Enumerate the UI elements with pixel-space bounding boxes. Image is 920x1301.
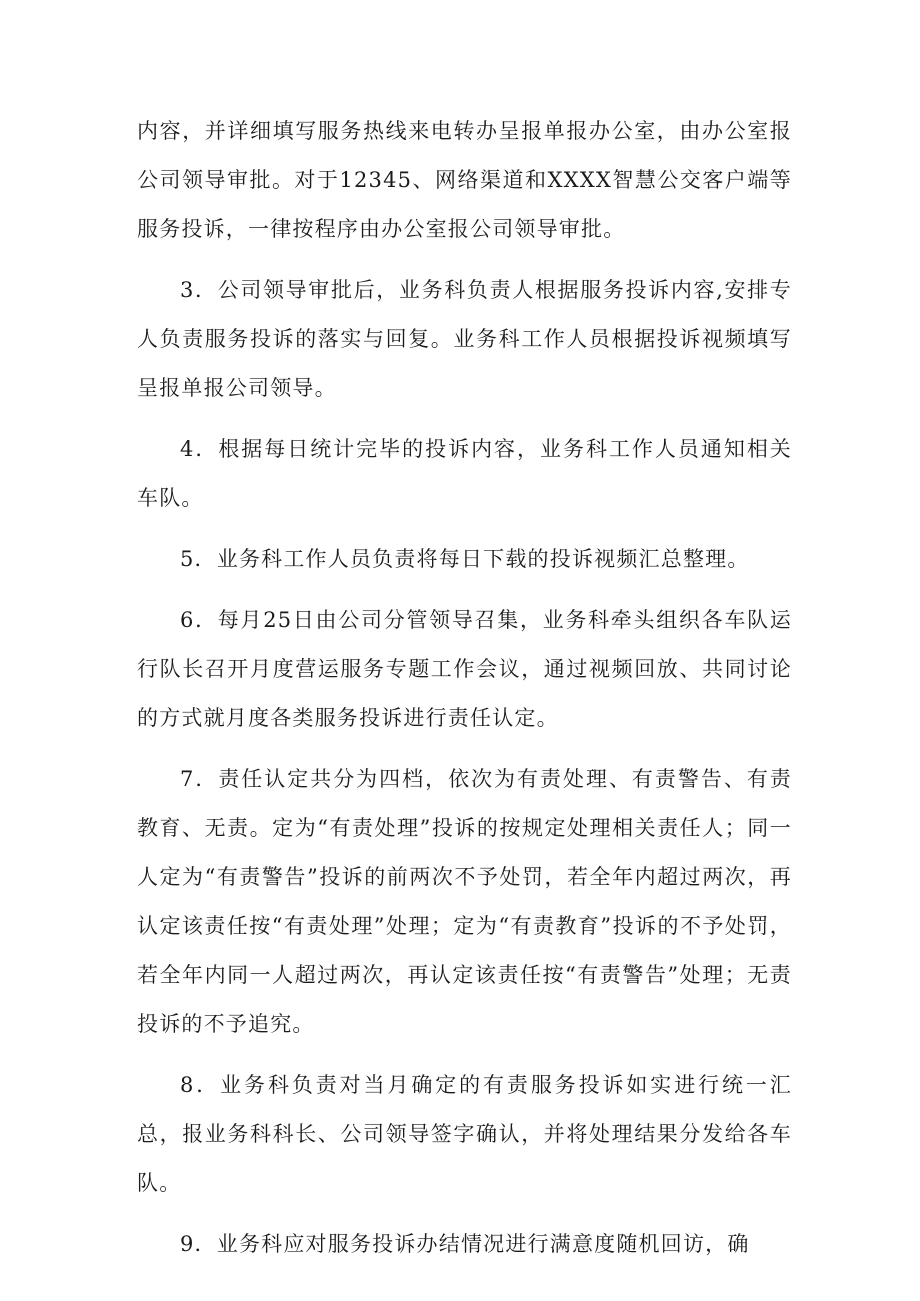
paragraph-item-3: 3．公司领导审批后，业务科负责人根据服务投诉内容,安排专人负责服务投诉的落实与回复。业务科工作人员根据投诉视频填写呈报单报公司领导。 [137,278,792,400]
paragraph-item-8: 8．业务科负责对当月确定的有责服务投诉如实进行统一汇总，报业务科科长、公司领导签字确认，并将处理结果分发给各车队。 [137,1073,792,1195]
paragraph-item-4: 4．根据每日统计完毕的投诉内容，业务科工作人员通知相关车队。 [137,437,792,510]
paragraph-item-7: 7．责任认定共分为四档，依次为有责处理、有责警告、有责教育、无责。定为“有责处理”投诉的按规定处理相关责任人；同一人定为“有责警告”投诉的前两次不予处罚，若全年内超过两次，再认定该责任按“有责处理”处理；定为“有责教育”投诉的不予处罚，若全年内同一人超过两次，再认定该责任按“有责警告”处理；无责投诉的不予追究。 [137,767,792,1036]
paragraph-item-5: 5．业务科工作人员负责将每日下载的投诉视频汇总整理。 [180,547,750,571]
document-body [137,107,792,1281]
paragraph-item-9: 9．业务科应对服务投诉办结情况进行满意度随机回访，确 [180,1232,750,1256]
paragraph-continuation: 内容，并详细填写服务热线来电转办呈报单报办公室，由办公室报公司领导审批。对于12345、网络渠道和XXXX智慧公交客户端等服务投诉，一律按程序由办公室报公司领导审批。 [137,119,792,241]
paragraph-item-6: 6．每月25日由公司分管领导召集，业务科牵头组织各车队运行队长召开月度营运服务专题工作会议，通过视频回放、共同讨论的方式就月度各类服务投诉进行责任认定。 [137,608,792,730]
